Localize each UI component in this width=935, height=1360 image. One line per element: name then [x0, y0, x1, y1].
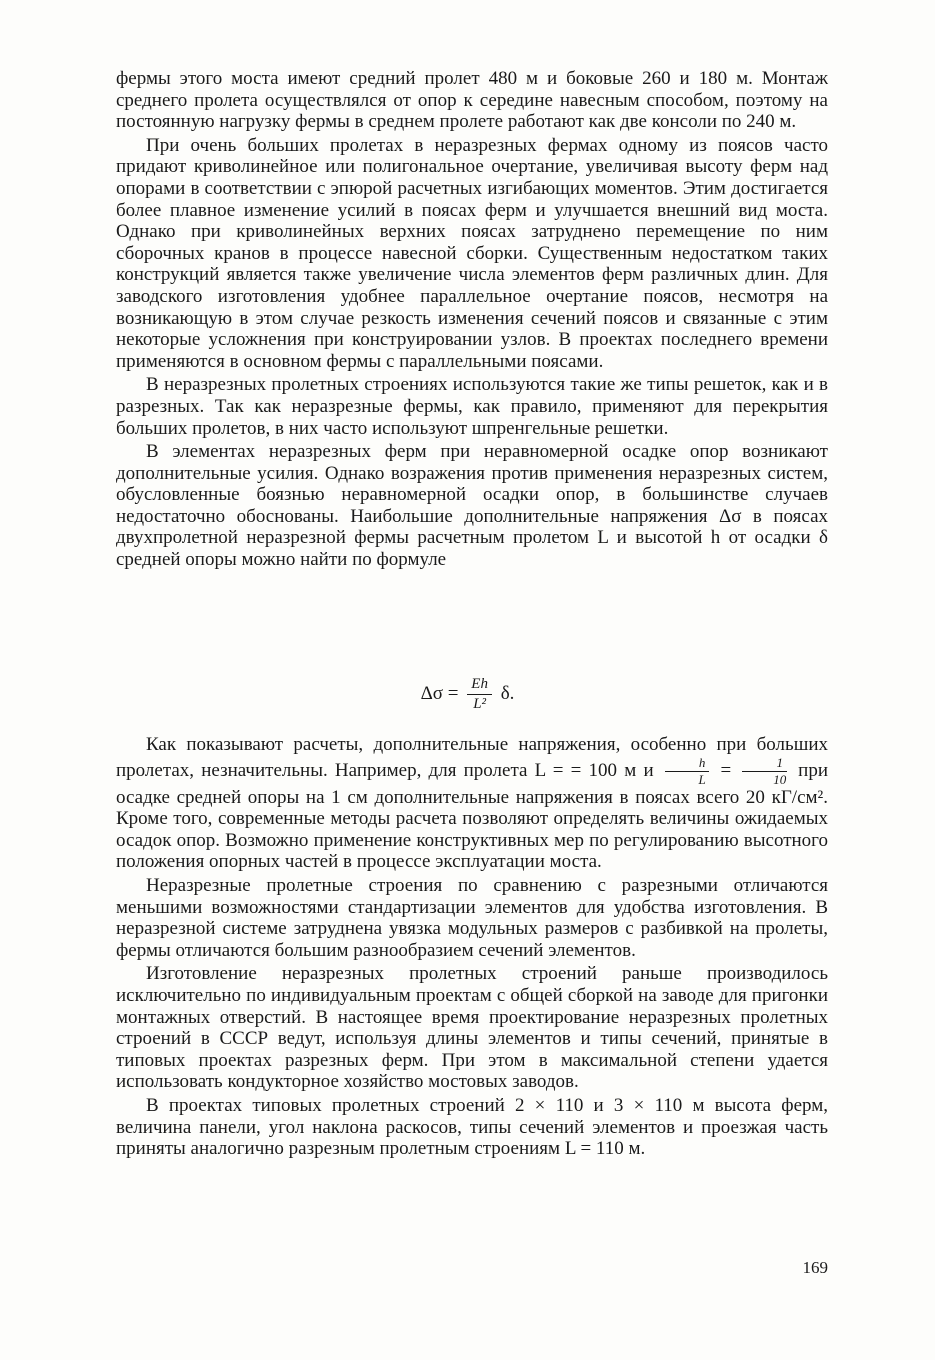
paragraph-example [116, 734, 828, 873]
example-text-part1: Как показывают расчеты, дополнительные напряжения, особенно при больших пролетах, незначительны. Например, для пролета L = = 100 м и [116, 734, 828, 781]
paragraph-2: При очень больших пролетах в неразрезных фермах одному из поясов часто придают криволинейное или полигональное очертание, увеличивая высоту ферм над опорами в соответствии с эпюрой расчетных изгибающих моментов. Этим достигается более плавное изменение усилий в поясах ферм и улучшается внешний вид моста. Однако при криволинейных верхних поясах затруднено перемещение по ним сборочных кранов в процессе навесной сборки. Существенным недостатком таких конструкций является также увеличение числа элементов ферм различных длин. Для заводского изготовления удобнее параллельное очертание поясов, несмотря на возникающую в этом случае резкость изменения сечений поясов и связанные с этим некоторые усложнения при конструировании узлов. В проектах последнего времени применяются в основном фермы с параллельными поясами. [116, 134, 828, 372]
page-number: 169 [802, 1258, 828, 1277]
paragraph-1: фермы этого моста имеют средний пролет 480 м и боковые 260 и 180 м. Монтаж среднего пролета осуществлялся от опор к середине навесным способом, поэтому на постоянную нагрузку фермы в среднем пролете работают как две консоли по 240 м. [116, 68, 828, 133]
example-equals: = [720, 759, 732, 781]
formula [0, 676, 935, 713]
formula-fraction [467, 676, 492, 713]
paragraph-5: Неразрезные пролетные строения по сравнению с разрезными отличаются меньшими возможностями стандартизации элементов для удобства изготовления. В неразрезной системе затруднена увязка модульных размеров с разбивкой на пролеты, фермы отличаются большим разнообразием сечений элементов. [116, 874, 828, 961]
example-text-part2: при осадке средней опоры на 1 см дополнительные напряжения в поясах всего 20 кГ/см². Кроме того, современные методы расчета позволяют определять величины ожидаемых осадок опор. Возможно применение конструктивных мер по регулированию высотного положения опорных частей в процессе эксплуатации моста. [116, 759, 829, 873]
text-section-example [116, 734, 828, 1160]
paragraph-6: Изготовление неразрезных пролетных строений раньше производилось исключительно по индивидуальным проектам с общей сборкой на заводе для пригонки монтажных отверстий. В настоящее время проектирование неразрезных пролетных строений в СССР ведут, используя длины элементов и типы сечений, принятые в типовых проектах разрезных ферм. При этом в максимальной степени удается использовать кондукторное хозяйство мостовых заводов. [116, 963, 828, 1093]
formula-rhs: δ. [500, 682, 515, 704]
formula-lhs: Δσ = [420, 682, 459, 704]
fraction-1-numerator: h [665, 756, 710, 772]
formula-denominator: L² [473, 696, 487, 712]
text-section-top [116, 68, 828, 571]
fraction-2-denominator: 10 [773, 771, 787, 787]
paragraph-4: В элементах неразрезных ферм при неравномерной осадке опор возникают дополнительные усилия. Однако возражения против применения неразрезных систем, обусловленные боязнью неравномерной осадки опор, в большинстве случаев недостаточно обоснованы. Наибольшие дополнительные напряжения Δσ в поясах двухпролетной неразрезной фермы расчетным пролетом L и высотой h от осадки δ средней опоры можно найти по формуле [116, 441, 828, 571]
example-fraction-one-tenth [742, 756, 787, 787]
fraction-1-denominator: L [698, 771, 706, 787]
example-fraction-h-over-l [665, 756, 710, 787]
paragraph-3: В неразрезных пролетных строениях используются такие же типы решеток, как и в разрезных. Так как неразрезные фермы, как правило, применяют для перекрытия больших пролетов, в них часто используют шпренгельные решетки. [116, 374, 828, 439]
formula-numerator: Eh [467, 676, 492, 695]
fraction-2-numerator: 1 [742, 756, 787, 772]
paragraph-7: В проектах типовых пролетных строений 2 × 110 и 3 × 110 м высота ферм, величина панели, угол наклона раскосов, типы сечений элементов и проезжая часть приняты аналогично разрезным пролетным строениям L = 110 м. [116, 1094, 828, 1160]
